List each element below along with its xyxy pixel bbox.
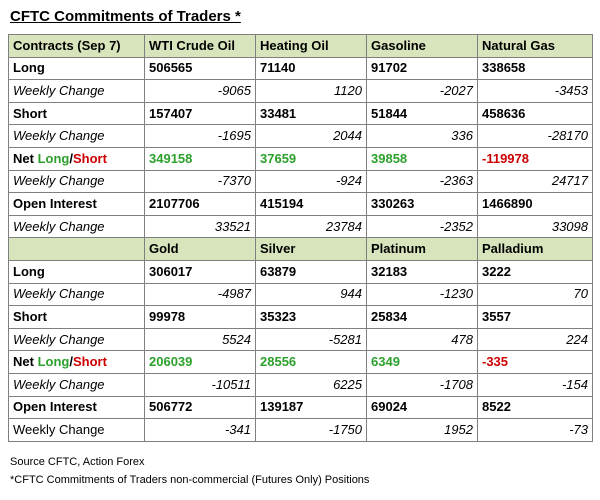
row-label: Weekly Change: [9, 373, 145, 396]
header-cell: Natural Gas: [478, 35, 593, 58]
value-cell: 51844: [367, 102, 478, 125]
change-cell: 33521: [145, 215, 256, 238]
value-cell: 415194: [256, 193, 367, 216]
metals-header-row: [9, 238, 593, 261]
net-long-label: Long: [37, 354, 70, 370]
table-row: [9, 351, 593, 374]
source-note: Source CFTC, Action Forex: [10, 456, 145, 468]
table-row: [9, 80, 593, 103]
footnote: *CFTC Commitments of Traders non-commercial (Futures Only) Positions: [10, 474, 370, 486]
value-cell: 338658: [478, 57, 593, 80]
value-cell: 25834: [367, 306, 478, 329]
change-cell: -2352: [367, 215, 478, 238]
net-short-label: Short: [72, 150, 107, 166]
table-row: [9, 102, 593, 125]
change-cell: -341: [145, 419, 256, 442]
change-cell: 1952: [367, 419, 478, 442]
table-row: [9, 193, 593, 216]
value-cell: 1466890: [478, 193, 593, 216]
change-cell: -2363: [367, 170, 478, 193]
header-cell: Platinum: [367, 238, 478, 261]
change-cell: -73: [478, 419, 593, 442]
change-cell: -1708: [367, 373, 478, 396]
change-cell: 944: [256, 283, 367, 306]
table-row: [9, 373, 593, 396]
net-value-cell: 28556: [256, 351, 367, 374]
value-cell: 306017: [145, 260, 256, 283]
net-value-cell: 206039: [145, 351, 256, 374]
row-label: Short: [9, 102, 145, 125]
change-cell: -924: [256, 170, 367, 193]
row-label: Weekly Change: [9, 215, 145, 238]
value-cell: 330263: [367, 193, 478, 216]
net-value-cell: 349158: [145, 147, 256, 170]
value-cell: 139187: [256, 396, 367, 419]
value-cell: 63879: [256, 260, 367, 283]
value-cell: 35323: [256, 306, 367, 329]
header-cell: Gasoline: [367, 35, 478, 58]
header-cell: Palladium: [478, 238, 593, 261]
net-slash: /: [69, 354, 73, 370]
change-cell: -1695: [145, 125, 256, 148]
change-cell: 5524: [145, 328, 256, 351]
row-label: Weekly Change: [9, 328, 145, 351]
value-cell: 33481: [256, 102, 367, 125]
net-label: Net: [13, 150, 34, 166]
value-cell: 506565: [145, 57, 256, 80]
change-cell: -5281: [256, 328, 367, 351]
row-label: Weekly Change: [9, 125, 145, 148]
header-cell: Contracts (Sep 7): [9, 35, 145, 58]
value-cell: 32183: [367, 260, 478, 283]
change-cell: -4987: [145, 283, 256, 306]
net-value-cell: -119978: [478, 147, 593, 170]
energy-header-row: [9, 35, 593, 58]
net-slash: /: [69, 150, 73, 166]
change-cell: 24717: [478, 170, 593, 193]
table-row: [9, 419, 593, 442]
value-cell: 71140: [256, 57, 367, 80]
change-cell: 2044: [256, 125, 367, 148]
table-row: [9, 57, 593, 80]
value-cell: 3557: [478, 306, 593, 329]
change-cell: -2027: [367, 80, 478, 103]
value-cell: 157407: [145, 102, 256, 125]
value-cell: 506772: [145, 396, 256, 419]
value-cell: 99978: [145, 306, 256, 329]
net-long-label: Long: [37, 150, 70, 166]
change-cell: 478: [367, 328, 478, 351]
change-cell: 23784: [256, 215, 367, 238]
row-label: Open Interest: [9, 396, 145, 419]
row-label: Weekly Change: [9, 80, 145, 103]
table-row: [9, 328, 593, 351]
change-cell: -10511: [145, 373, 256, 396]
table-row: [9, 170, 593, 193]
row-label: [9, 351, 145, 374]
change-cell: 6225: [256, 373, 367, 396]
table-row: [9, 215, 593, 238]
value-cell: 458636: [478, 102, 593, 125]
page-title: CFTC Commitments of Traders *: [10, 8, 241, 25]
cftc-table: [8, 34, 593, 442]
header-cell: Gold: [145, 238, 256, 261]
row-label: Open Interest: [9, 193, 145, 216]
value-cell: 8522: [478, 396, 593, 419]
header-cell: Silver: [256, 238, 367, 261]
change-cell: -7370: [145, 170, 256, 193]
net-value-cell: 39858: [367, 147, 478, 170]
value-cell: 69024: [367, 396, 478, 419]
header-cell: WTI Crude Oil: [145, 35, 256, 58]
change-cell: 336: [367, 125, 478, 148]
change-cell: -1750: [256, 419, 367, 442]
change-cell: 224: [478, 328, 593, 351]
table-row: [9, 396, 593, 419]
table-row: [9, 147, 593, 170]
net-short-label: Short: [72, 354, 107, 370]
change-cell: -1230: [367, 283, 478, 306]
row-label: Long: [9, 57, 145, 80]
table-row: [9, 306, 593, 329]
net-value-cell: 37659: [256, 147, 367, 170]
header-cell: Heating Oil: [256, 35, 367, 58]
table-row: [9, 125, 593, 148]
row-label: Short: [9, 306, 145, 329]
value-cell: 91702: [367, 57, 478, 80]
value-cell: 3222: [478, 260, 593, 283]
row-label: Weekly Change: [9, 283, 145, 306]
change-cell: -3453: [478, 80, 593, 103]
table-row: [9, 260, 593, 283]
row-label: [9, 147, 145, 170]
change-cell: 70: [478, 283, 593, 306]
row-label: Long: [9, 260, 145, 283]
row-label: Weekly Change: [9, 170, 145, 193]
net-value-cell: 6349: [367, 351, 478, 374]
change-cell: 1120: [256, 80, 367, 103]
row-label: Weekly Change: [9, 419, 145, 442]
change-cell: -28170: [478, 125, 593, 148]
change-cell: -154: [478, 373, 593, 396]
change-cell: 33098: [478, 215, 593, 238]
change-cell: -9065: [145, 80, 256, 103]
header-cell: [9, 238, 145, 261]
net-value-cell: -335: [478, 351, 593, 374]
net-label: Net: [13, 354, 34, 370]
table-row: [9, 283, 593, 306]
value-cell: 2107706: [145, 193, 256, 216]
